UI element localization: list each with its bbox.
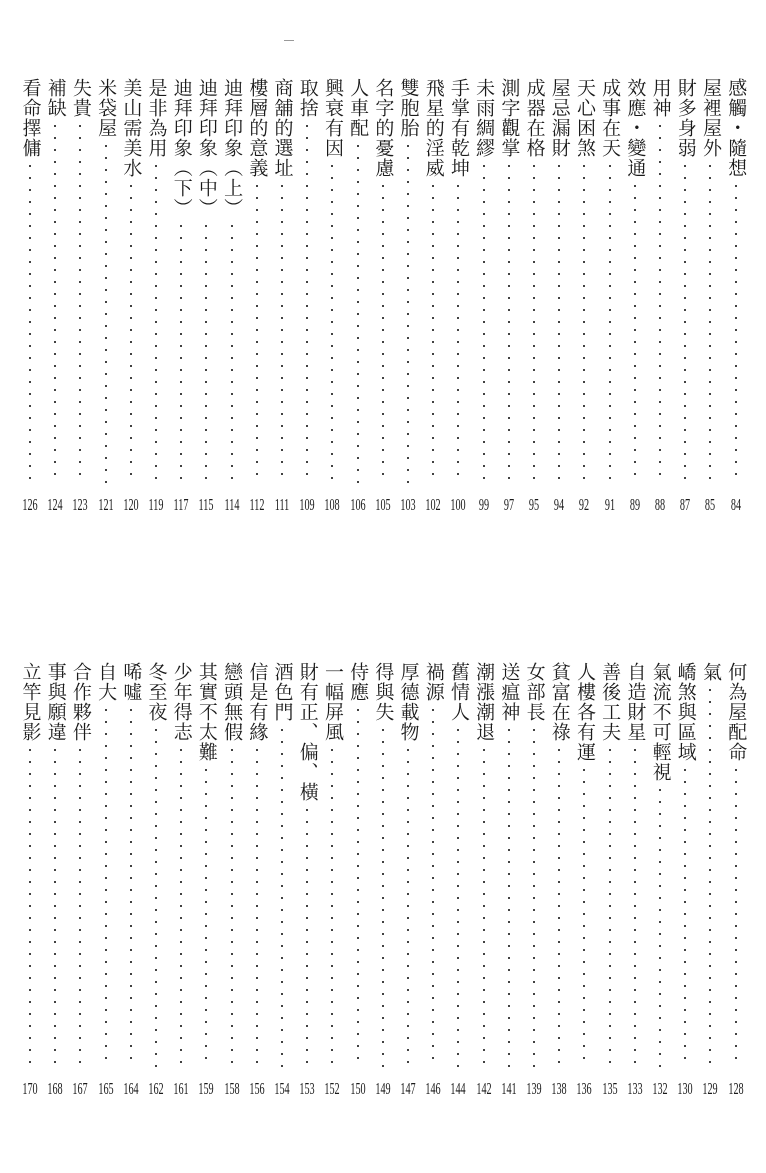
toc-entry[interactable]: [43, 662, 67, 1098]
toc-entry[interactable]: [648, 78, 672, 514]
toc-entry-page-number: 123: [72, 495, 89, 514]
toc-entry[interactable]: [270, 662, 294, 1098]
toc-entry[interactable]: [18, 78, 42, 514]
toc-entry-title: 善後工夫: [599, 662, 622, 742]
dot-leader: [382, 180, 384, 484]
toc-entry-page-number: 117: [173, 495, 189, 514]
toc-entry[interactable]: [421, 662, 445, 1098]
toc-entry-page-number: 158: [223, 1079, 240, 1098]
toc-entry-title: 屋忌漏財: [548, 78, 571, 158]
toc-entry-page-number: 132: [652, 1079, 668, 1098]
toc-entry[interactable]: [194, 78, 218, 514]
dot-leader: [659, 784, 661, 1068]
toc-entry-page-number: 141: [501, 1079, 517, 1098]
toc-entry[interactable]: [547, 78, 571, 514]
crop-mark: [284, 40, 294, 41]
toc-entry-title: 雙胞胎: [397, 78, 420, 138]
toc-entry-page-number: 92: [579, 495, 590, 514]
toc-entry[interactable]: [648, 662, 672, 1098]
dot-leader: [231, 220, 233, 484]
dot-leader: [79, 120, 81, 484]
toc-entry-title: 測字觀掌: [498, 78, 521, 158]
toc-entry[interactable]: [346, 78, 370, 514]
dot-leader: [609, 160, 611, 484]
toc-entry[interactable]: [572, 78, 596, 514]
toc-entry-title: 屋裡屋外: [699, 78, 722, 158]
dot-leader: [306, 120, 308, 484]
dot-leader: [634, 744, 636, 1068]
dot-leader: [281, 724, 283, 1068]
toc-entry[interactable]: [396, 78, 420, 514]
dot-leader: [331, 744, 333, 1068]
toc-entry[interactable]: [673, 78, 697, 514]
toc-entry-title: 自大: [95, 662, 118, 702]
toc-entry-title: 效應・變通: [624, 78, 647, 178]
toc-entry[interactable]: [472, 78, 496, 514]
toc-block-bottom: [18, 662, 748, 1098]
toc-entry[interactable]: [371, 662, 395, 1098]
toc-entry[interactable]: [43, 78, 67, 514]
toc-entry[interactable]: [623, 78, 647, 514]
toc-entry[interactable]: [598, 662, 622, 1098]
toc-entry-title: 立竿見影: [19, 662, 42, 742]
dot-leader: [331, 160, 333, 484]
dot-leader: [54, 120, 56, 484]
toc-entry-title: 一幅屏風: [321, 662, 344, 742]
toc-entry-title: 米袋屋: [95, 78, 118, 138]
dot-leader: [457, 724, 459, 1068]
toc-entry-page-number: 144: [450, 1079, 467, 1098]
toc-entry-page-number: 139: [526, 1079, 542, 1098]
toc-entry-title: 迪拜印象（中）: [195, 78, 218, 218]
toc-entry-page-number: 136: [576, 1079, 593, 1098]
toc-entry[interactable]: [497, 662, 521, 1098]
toc-entry-page-number: 121: [97, 495, 114, 514]
toc-entry-page-number: 120: [123, 495, 139, 514]
toc-entry[interactable]: [119, 662, 143, 1098]
toc-entry-page-number: 114: [224, 495, 240, 514]
toc-entry[interactable]: [94, 662, 118, 1098]
dot-leader: [432, 704, 434, 1068]
toc-entry-page-number: 147: [400, 1079, 416, 1098]
toc-entry-title: 自造財星: [624, 662, 647, 742]
dot-leader: [79, 744, 81, 1068]
toc-entry[interactable]: [371, 78, 395, 514]
dot-leader: [205, 220, 207, 484]
toc-entry-title: 財有正、偏、橫: [296, 662, 319, 802]
toc-entry-title: 財多身弱: [674, 78, 697, 158]
toc-entry-title: 唏噓: [120, 662, 143, 702]
toc-entry-title: 潮漲潮退: [473, 662, 496, 742]
toc-entry-page-number: 149: [375, 1079, 391, 1098]
toc-entry-page-number: 111: [274, 495, 290, 514]
dot-leader: [281, 180, 283, 484]
toc-entry[interactable]: [169, 662, 193, 1098]
dot-leader: [634, 180, 636, 484]
toc-entry-title: 嶠煞與區域: [674, 662, 697, 762]
dot-leader: [508, 724, 510, 1068]
toc-entry-title: 失貴: [69, 78, 92, 118]
toc-entry-page-number: 105: [375, 495, 391, 514]
toc-entry-title: 手掌有乾坤: [447, 78, 470, 178]
toc-entry-title: 樓層的意義: [246, 78, 269, 178]
dot-leader: [180, 744, 182, 1068]
dot-leader: [735, 764, 737, 1068]
toc-entry[interactable]: [522, 662, 546, 1098]
toc-entry-page-number: 124: [47, 495, 63, 514]
dot-leader: [558, 160, 560, 484]
toc-entry-page-number: 146: [425, 1079, 441, 1098]
dot-leader: [735, 180, 737, 484]
toc-entry[interactable]: [698, 78, 722, 514]
toc-entry-page-number: 100: [450, 495, 467, 514]
toc-entry-title: 其實不太難: [195, 662, 218, 762]
toc-entry-title: 看命擇傭: [19, 78, 42, 158]
dot-leader: [533, 724, 535, 1068]
toc-entry-title: 天心困煞: [573, 78, 596, 158]
toc-entry[interactable]: [119, 78, 143, 514]
toc-entry[interactable]: [220, 78, 244, 514]
dot-leader: [483, 160, 485, 484]
toc-entry-page-number: 138: [551, 1079, 567, 1098]
toc-entry[interactable]: [320, 662, 344, 1098]
toc-entry-title: 侍應: [347, 662, 370, 702]
toc-entry[interactable]: [295, 662, 319, 1098]
toc-entry-page-number: 164: [123, 1079, 139, 1098]
toc-entry-title: 合作夥伴: [69, 662, 92, 742]
toc-entry-title: 名字的憂慮: [372, 78, 395, 178]
dot-leader: [357, 704, 359, 1068]
toc-entry-page-number: 89: [629, 495, 640, 514]
dot-leader: [382, 724, 384, 1068]
toc-entry-title: 何為屋配命: [725, 662, 748, 762]
toc-entry-page-number: 112: [249, 495, 265, 514]
toc-entry-page-number: 135: [602, 1079, 618, 1098]
toc-entry-page-number: 161: [173, 1079, 189, 1098]
toc-entry[interactable]: [623, 662, 647, 1098]
toc-entry-title: 送瘟神: [498, 662, 521, 722]
dot-leader: [29, 160, 31, 484]
toc-entry-title: 飛星的淫威: [422, 78, 445, 178]
dot-leader: [508, 160, 510, 484]
dot-leader: [205, 764, 207, 1068]
toc-entry-title: 氣: [699, 662, 722, 682]
toc-entry-title: 信是有緣: [246, 662, 269, 742]
toc-entry-title: 氣流不可輕視: [649, 662, 672, 782]
toc-entry-page-number: 91: [604, 495, 615, 514]
dot-leader: [609, 744, 611, 1068]
toc-entry-page-number: 142: [476, 1079, 492, 1098]
dot-leader: [105, 704, 107, 1068]
toc-entry[interactable]: [421, 78, 445, 514]
toc-entry[interactable]: [724, 78, 748, 514]
toc-entry-page-number: 167: [72, 1079, 89, 1098]
toc-entry-page-number: 103: [400, 495, 416, 514]
toc-entry-page-number: 94: [554, 495, 565, 514]
toc-entry-title: 興衰有因: [321, 78, 344, 158]
toc-entry[interactable]: [396, 662, 420, 1098]
toc-entry-title: 補缺: [44, 78, 67, 118]
toc-entry-title: 貧富在祿: [548, 662, 571, 742]
toc-entry-title: 取捨: [296, 78, 319, 118]
dot-leader: [709, 684, 711, 1068]
toc-entry-title: 事與願違: [44, 662, 67, 742]
toc-entry-page-number: 85: [705, 495, 716, 514]
dot-leader: [130, 180, 132, 484]
toc-entry[interactable]: [572, 662, 596, 1098]
toc-entry-page-number: 102: [425, 495, 441, 514]
toc-entry[interactable]: [18, 662, 42, 1098]
dot-leader: [709, 160, 711, 484]
dot-leader: [659, 120, 661, 484]
dot-leader: [558, 744, 560, 1068]
toc-entry-page-number: 87: [680, 495, 691, 514]
dot-leader: [54, 744, 56, 1068]
toc-entry-page-number: 130: [677, 1079, 693, 1098]
toc-entry-page-number: 165: [97, 1079, 114, 1098]
toc-entry[interactable]: [320, 78, 344, 514]
toc-entry[interactable]: [547, 662, 571, 1098]
toc-entry[interactable]: [169, 78, 193, 514]
toc-entry[interactable]: [472, 662, 496, 1098]
toc-entry-page-number: 133: [627, 1079, 643, 1098]
dot-leader: [483, 744, 485, 1068]
toc-entry-page-number: 97: [503, 495, 514, 514]
toc-entry[interactable]: [346, 662, 370, 1098]
toc-entry-page-number: 156: [249, 1079, 265, 1098]
toc-entry[interactable]: [194, 662, 218, 1098]
toc-entry[interactable]: [295, 78, 319, 514]
toc-entry-page-number: 150: [349, 1079, 366, 1098]
toc-entry[interactable]: [68, 662, 92, 1098]
dot-leader: [256, 744, 258, 1068]
toc-entry-title: 美山需美水: [120, 78, 143, 178]
toc-entry-page-number: 129: [702, 1079, 719, 1098]
toc-entry-page-number: 162: [148, 1079, 164, 1098]
dot-leader: [684, 764, 686, 1068]
toc-entry-page-number: 109: [299, 495, 315, 514]
dot-leader: [432, 180, 434, 484]
toc-entry-title: 是非為用: [145, 78, 168, 158]
toc-entry[interactable]: [220, 662, 244, 1098]
toc-entry-title: 用神: [649, 78, 672, 118]
toc-entry[interactable]: [698, 662, 722, 1098]
toc-entry[interactable]: [144, 78, 168, 514]
toc-entry-page-number: 168: [47, 1079, 63, 1098]
toc-entry-title: 感觸・隨想: [725, 78, 748, 178]
toc-entry[interactable]: [245, 662, 269, 1098]
toc-entry[interactable]: [673, 662, 697, 1098]
toc-entry[interactable]: [144, 662, 168, 1098]
toc-entry-title: 舊情人: [447, 662, 470, 722]
toc-entry-title: 成事在天: [599, 78, 622, 158]
dot-leader: [231, 744, 233, 1068]
dot-leader: [407, 140, 409, 484]
toc-entry-page-number: 84: [730, 495, 741, 514]
toc-entry[interactable]: [598, 78, 622, 514]
dot-leader: [407, 744, 409, 1068]
toc-entry-page-number: 159: [198, 1079, 215, 1098]
dot-leader: [105, 140, 107, 484]
toc-entry-page-number: 152: [324, 1079, 341, 1098]
toc-entry[interactable]: [522, 78, 546, 514]
toc-entry-page-number: 95: [528, 495, 540, 514]
toc-entry[interactable]: [724, 662, 748, 1098]
dot-leader: [684, 160, 686, 484]
toc-entry-page-number: 115: [198, 495, 214, 514]
toc-entry-title: 禍源: [422, 662, 445, 702]
dot-leader: [180, 220, 182, 484]
toc-entry-page-number: 108: [324, 495, 341, 514]
dot-leader: [256, 180, 258, 484]
dot-leader: [357, 140, 359, 484]
toc-entry-title: 人車配: [347, 78, 370, 138]
toc-entry-title: 商舖的選址: [271, 78, 294, 178]
toc-entry[interactable]: [497, 78, 521, 514]
toc-entry-title: 女部長: [523, 662, 546, 722]
toc-entry-page-number: 170: [22, 1079, 38, 1098]
toc-entry-title: 未雨綢繆: [473, 78, 496, 158]
toc-entry-title: 迪拜印象（下）: [170, 78, 193, 218]
toc-entry[interactable]: [68, 78, 92, 514]
dot-leader: [457, 180, 459, 484]
toc-entry-title: 酒色門: [271, 662, 294, 722]
toc-entry-title: 迪拜印象（上）: [221, 78, 244, 218]
toc-entry[interactable]: [446, 662, 470, 1098]
dot-leader: [306, 804, 308, 1068]
toc-entry[interactable]: [94, 78, 118, 514]
dot-leader: [155, 160, 157, 484]
toc-entry[interactable]: [245, 78, 269, 514]
dot-leader: [130, 704, 132, 1068]
toc-entry[interactable]: [270, 78, 294, 514]
toc-entry-page-number: 128: [728, 1079, 744, 1098]
toc-entry-title: 人樓各有運: [573, 662, 596, 762]
toc-entry-title: 少年得志: [170, 662, 193, 742]
toc-entry[interactable]: [446, 78, 470, 514]
toc-entry-page-number: 106: [349, 495, 366, 514]
toc-entry-title: 厚德載物: [397, 662, 420, 742]
toc-entry-title: 得與失: [372, 662, 395, 722]
dot-leader: [155, 724, 157, 1068]
toc-block-top: [18, 78, 748, 514]
toc-entry-page-number: 153: [299, 1079, 315, 1098]
toc-entry-page-number: 119: [148, 495, 164, 514]
toc-entry-title: 戀頭無假: [221, 662, 244, 742]
toc-entry-title: 冬至夜: [145, 662, 168, 722]
toc-entry-page-number: 154: [274, 1079, 290, 1098]
toc-entry-title: 成器在格: [523, 78, 546, 158]
dot-leader: [583, 160, 585, 484]
dot-leader: [533, 160, 535, 484]
dot-leader: [583, 764, 585, 1068]
toc-entry-page-number: 88: [654, 495, 666, 514]
dot-leader: [29, 744, 31, 1068]
toc-entry-page-number: 99: [478, 495, 489, 514]
toc-entry-page-number: 126: [22, 495, 38, 514]
